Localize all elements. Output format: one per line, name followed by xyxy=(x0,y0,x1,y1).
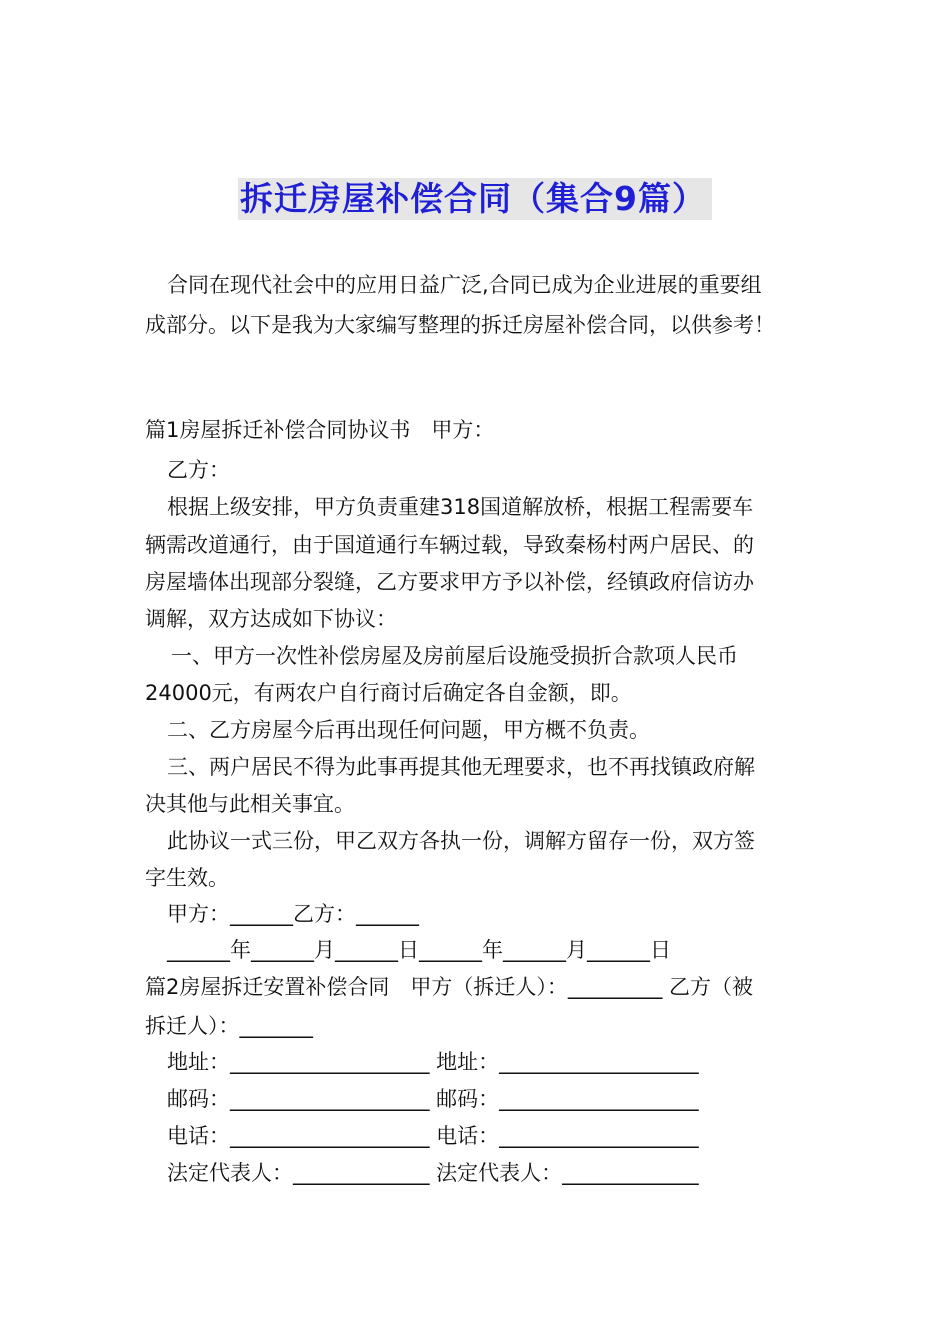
paragraph-line: 字生效。 xyxy=(145,866,229,890)
paragraph-line: 合同在现代社会中的应用日益广泛,合同已成为企业进展的重要组 xyxy=(167,273,762,297)
postcode-field-line: 邮码：___________________ 邮码：___________________ xyxy=(167,1087,699,1111)
paragraph-line: 二、乙方房屋今后再出现任何问题，甲方概不负责。 xyxy=(167,718,650,742)
address-field-line: 地址：___________________ 地址：___________________ xyxy=(167,1050,699,1074)
document-title: 拆迁房屋补偿合同（集合9篇） xyxy=(238,178,712,220)
paragraph-line: 乙方： xyxy=(167,458,230,482)
phone-field-line: 电话：___________________ 电话：___________________ xyxy=(167,1124,699,1148)
title-container xyxy=(0,178,950,220)
paragraph-line: 拆迁人）：_______ xyxy=(145,1014,313,1038)
paragraph-line: 根据上级安排，甲方负责重建318国道解放桥，根据工程需要车 xyxy=(167,495,754,519)
date-line: ______年______月______日______年______月______日 xyxy=(167,938,671,962)
paragraph-line: 此协议一式三份，甲乙双方各执一份，调解方留存一份，双方签 xyxy=(167,829,755,853)
paragraph-line: 房屋墙体出现部分裂缝，乙方要求甲方予以补偿，经镇政府信访办 xyxy=(145,570,754,594)
paragraph-line: 决其他与此相关事宜。 xyxy=(145,792,355,816)
paragraph-line: 24000元，有两农户自行商讨后确定各自金额，即。 xyxy=(145,681,632,705)
paragraph-line: 三、两户居民不得为此事再提其他无理要求，也不再找镇政府解 xyxy=(167,755,755,779)
legal-rep-field-line: 法定代表人：_____________ 法定代表人：_____________ xyxy=(167,1161,699,1185)
signature-line: 甲方：______乙方：______ xyxy=(167,902,419,926)
paragraph-line: 成部分。以下是我为大家编写整理的拆迁房屋补偿合同，以供参考！ xyxy=(145,313,775,337)
section-heading: 篇1房屋拆迁补偿合同协议书 甲方： xyxy=(145,418,495,442)
paragraph-line: 一、甲方一次性补偿房屋及房前屋后设施受损折合款项人民币 xyxy=(171,644,738,668)
paragraph-line: 辆需改道通行，由于国道通行车辆过载，导致秦杨村两户居民、的 xyxy=(145,533,754,557)
section-heading: 篇2房屋拆迁安置补偿合同 甲方（拆迁人）：_________ 乙方（被 xyxy=(145,975,754,999)
paragraph-line: 调解，双方达成如下协议： xyxy=(145,607,397,631)
